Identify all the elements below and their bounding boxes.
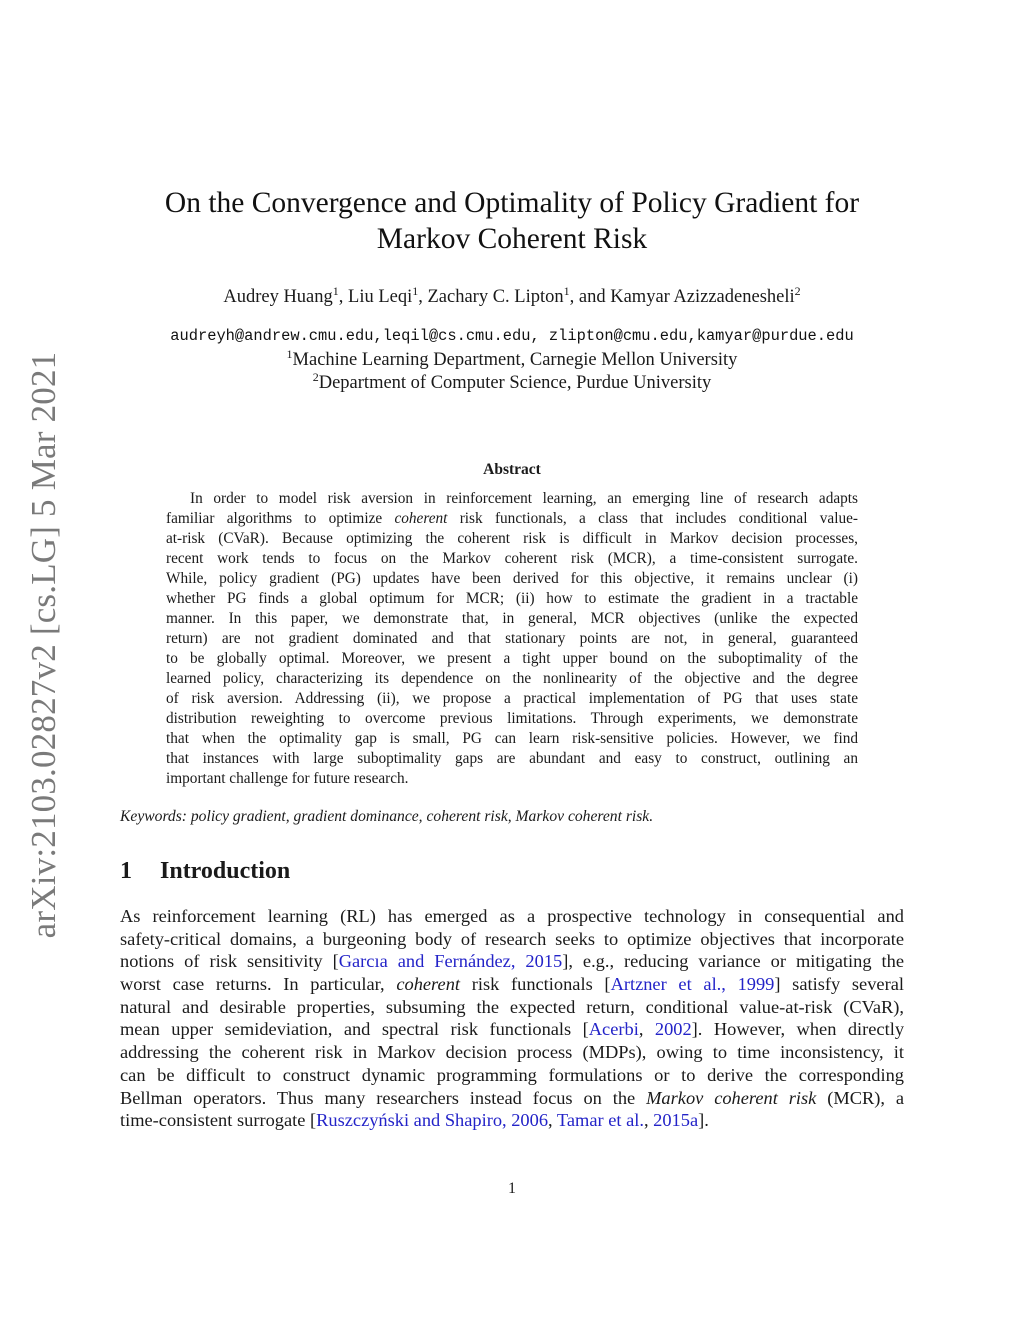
abstract-line: at-risk (CVaR). Because optimizing the coherent risk is difficult in Markov decision processes, [166, 530, 858, 547]
author-name: Kamyar Azizzadenesheli [610, 287, 795, 307]
abstract-line: important challenge for future research. [166, 770, 409, 787]
intro-line: time-consistent surrogate [Ruszczyński and Shapiro, 2006, Tamar et al., 2015a]. [120, 1110, 709, 1131]
intro-line: worst case returns. In particular, coherent risk functionals [Artzner et al., 1999] satisfy several [120, 974, 904, 995]
intro-line: addressing the coherent risk in Markov decision process (MDPs), owing to time inconsistency, it [120, 1042, 904, 1063]
intro-line: can be difficult to construct dynamic programming formulations or to derive the corresponding [120, 1064, 904, 1085]
citation-link[interactable]: 2015a [653, 1110, 699, 1131]
abstract-line: return) are not gradient dominated and that stationary points are not, in general, guaranteed [166, 630, 858, 647]
intro-line: As reinforcement learning (RL) has emerged as a prospective technology in consequential and [120, 906, 904, 926]
author-affiliation-marker: 2 [794, 284, 801, 298]
author-affiliation-marker: 1 [563, 284, 570, 298]
citation-link[interactable]: Acerbi [588, 1019, 639, 1040]
abstract-line: familiar algorithms to optimize coherent risk functionals, a class that includes conditional value- [166, 510, 858, 527]
abstract-line: of risk aversion. Addressing (ii), we propose a practical implementation of PG that uses state [166, 690, 858, 707]
arxiv-side-label[interactable]: arXiv:2103.02827v2 [cs.LG] 5 Mar 2021 [24, 351, 63, 939]
author-separator: , and [569, 287, 611, 307]
title-line-2: Markov Coherent Risk [376, 223, 648, 255]
intro-line: safety-critical domains, a burgeoning body of research seeks to optimize objectives that incorporate [120, 928, 904, 949]
author-emails[interactable]: audreyh@andrew.cmu.edu,leqil@cs.cmu.edu, zlipton@cmu.edu,kamyar@purdue.edu [170, 327, 854, 345]
affiliation-marker: 2 [312, 370, 319, 384]
emphasis: coherent [396, 974, 461, 995]
affiliation-1 [120, 347, 904, 371]
introduction-paragraph [120, 905, 904, 1132]
abstract-line: to be globally optimal. Moreover, we present a tight upper bound on the suboptimality of the [166, 650, 858, 667]
author-affiliation-marker: 1 [412, 284, 419, 298]
author-name: Zachary C. Lipton [427, 287, 564, 307]
affiliation-marker: 1 [286, 347, 293, 361]
citation-link[interactable]: 2002 [654, 1019, 692, 1040]
abstract-line: learned policy, characterizing its dependence on the nonlinearity of the objective and the degree [166, 670, 858, 687]
author-list [120, 284, 904, 308]
keywords: Keywords: policy gradient, gradient dominance, coherent risk, Markov coherent risk. [120, 808, 654, 825]
citation-link[interactable]: Tamar et al. [556, 1110, 644, 1131]
citation-link[interactable]: Garcıa and Fernández, 2015 [338, 951, 563, 972]
author-separator: , [418, 287, 428, 307]
intro-line: mean upper semideviation, and spectral risk functionals [Acerbi, 2002]. However, when directly [120, 1019, 905, 1040]
author-name: Audrey Huang [223, 287, 333, 307]
page-number: 1 [508, 1180, 516, 1197]
abstract-line: manner. In this paper, we demonstrate that, in general, MCR objectives (unlike the expected [166, 610, 858, 627]
abstract-heading: Abstract [483, 461, 541, 478]
citation-link[interactable]: Artzner et al., 1999 [610, 974, 775, 995]
section-heading [120, 858, 290, 885]
section-number: 1 [120, 858, 132, 884]
abstract-body [166, 489, 858, 789]
author-name: Liu Leqi [348, 287, 413, 307]
abstract-line: that when the optimality gap is small, PG can learn risk-sensitive policies. However, we find [166, 730, 858, 747]
citation-link[interactable]: Ruszczyński and Shapiro, 2006 [316, 1110, 549, 1131]
title-line-1: On the Convergence and Optimality of Policy Gradient for [164, 187, 860, 219]
affiliation-text: Department of Computer Science, Purdue University [318, 373, 712, 393]
emphasis: coherent [394, 510, 448, 527]
intro-line: Bellman operators. Thus many researchers instead focus on the Markov coherent risk (MCR), a [120, 1087, 904, 1108]
abstract-line: While, policy gradient (PG) updates have been derived for this objective, it remains unclear (i) [166, 570, 858, 587]
abstract-line: that instances with large suboptimality gaps are abundant and easy to construct, outlining an [166, 750, 858, 767]
intro-line: natural and desirable properties, subsuming the expected return, conditional value-at-risk (CVaR), [120, 996, 904, 1017]
paper-title [120, 185, 904, 257]
author-affiliation-marker: 1 [332, 284, 339, 298]
abstract-line: distribution reweighting to overcome previous limitations. Through experiments, we demonstrate [166, 710, 858, 727]
author-separator: , [338, 287, 349, 307]
affiliation-text: Machine Learning Department, Carnegie Mellon University [292, 350, 738, 370]
abstract-line: whether PG finds a global optimum for MCR; (ii) how to estimate the gradient in a tractable [166, 590, 858, 607]
abstract-line: recent work tends to focus on the Markov coherent risk (MCR), a time-consistent surrogate. [166, 550, 858, 567]
intro-line: notions of risk sensitivity [Garcıa and Fernández, 2015], e.g., reducing variance or mitigating the [120, 951, 904, 972]
emphasis: Markov coherent risk [646, 1087, 817, 1108]
affiliation-2 [120, 370, 904, 394]
abstract-line: In order to model risk aversion in reinforcement learning, an emerging line of research adapts [190, 490, 858, 507]
section-title: Introduction [160, 858, 291, 884]
